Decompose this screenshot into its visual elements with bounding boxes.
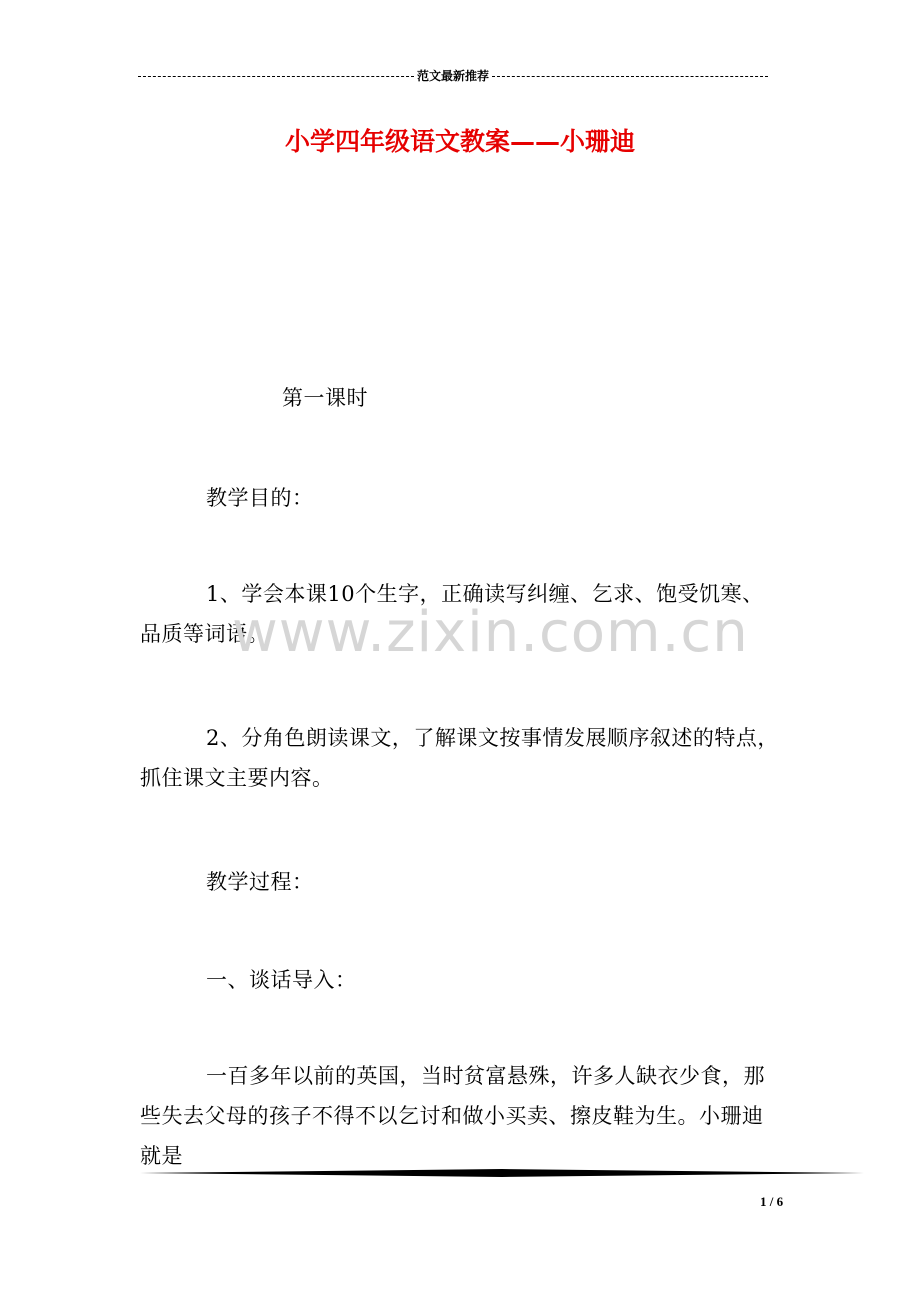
header-dash-right bbox=[492, 76, 768, 77]
goal-item-2: 2、分角色朗读课文，了解课文按事情发展顺序叙述的特点，抓住课文主要内容。 bbox=[140, 726, 779, 790]
document-title: 小学四年级语文教案——小珊迪 bbox=[284, 127, 635, 156]
intro-paragraph: 一百多年以前的英国，当时贫富悬殊，许多人缺衣少食，那些失去父母的孩子不得不以乞讨和做小买卖、擦皮鞋为生。小珊迪就是 bbox=[140, 1064, 765, 1168]
page-header bbox=[138, 68, 768, 84]
watermark: www.zixin.com.cn bbox=[232, 600, 749, 665]
goal-item-1: 1、学会本课10个生字，正确读写纠缠、乞求、饱受饥寒、品质等词语。 bbox=[140, 582, 764, 646]
header-dash-left bbox=[138, 76, 414, 77]
teaching-goals-heading: 教学目的： bbox=[206, 486, 314, 510]
teaching-process-heading: 教学过程： bbox=[206, 870, 314, 894]
page-number: 1 / 6 bbox=[760, 1194, 784, 1209]
footer-rule bbox=[140, 1166, 864, 1180]
header-label: 范文最新推荐 bbox=[417, 69, 490, 83]
footer-rule-shape bbox=[140, 1169, 864, 1177]
lesson-period: 第一课时 bbox=[282, 386, 368, 410]
section-heading-intro: 一、谈话导入： bbox=[206, 968, 357, 992]
